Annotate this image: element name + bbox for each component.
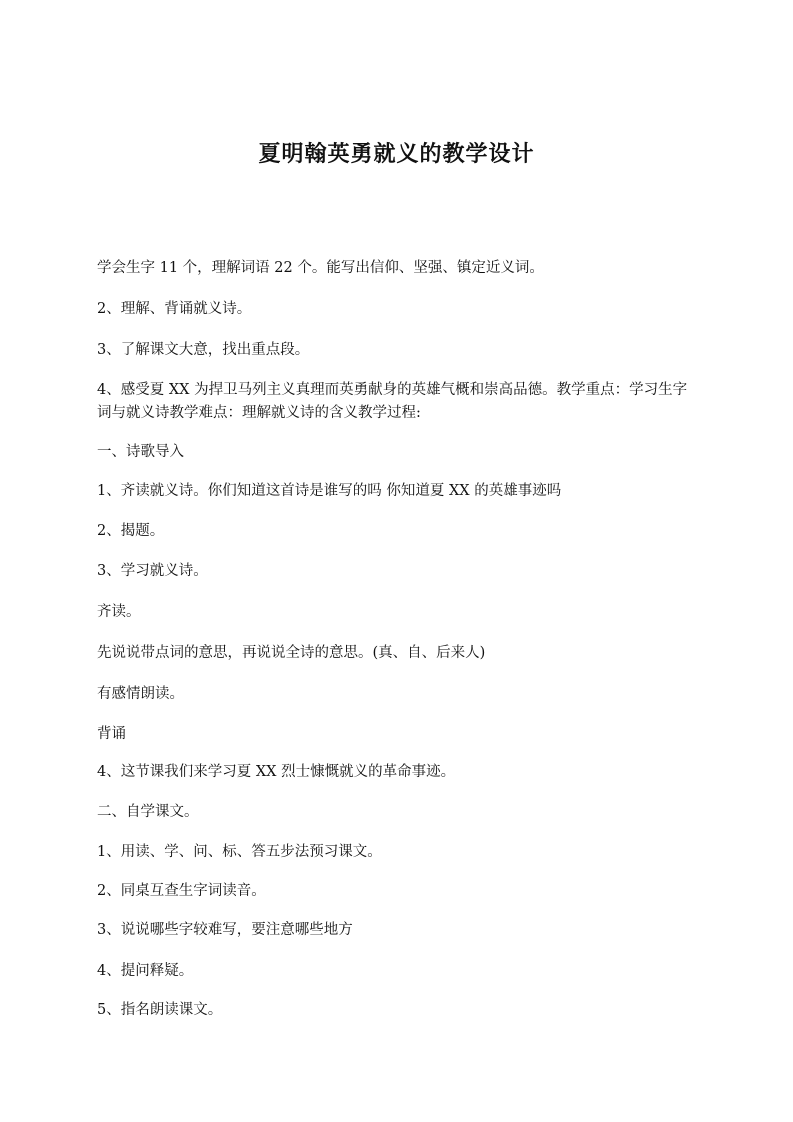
document-title: 夏明翰英勇就义的教学设计	[258, 142, 535, 167]
paragraph-learning-goal-4: 4、感受夏 XX 为捍卫马列主义真理而英勇献身的英雄气概和崇高品德。教学重点：学习生字词与就义诗教学难点：理解就义诗的含义教学过程:	[97, 382, 688, 421]
paragraph-step-3: 3、学习就义诗。	[97, 563, 208, 579]
paragraph-recite: 背诵	[97, 726, 126, 742]
paragraph-self-study-1: 1、用读、学、问、标、答五步法预习课文。	[97, 844, 382, 860]
paragraph-step-1: 1、齐读就义诗。你们知道这首诗是谁写的吗 你知道夏 XX 的英雄事迹吗	[97, 483, 562, 499]
paragraph-learning-goal-2: 2、理解、背诵就义诗。	[97, 301, 252, 317]
paragraph-read-with-emotion: 有感情朗读。	[97, 686, 184, 702]
paragraph-step-4: 4、这节课我们来学习夏 XX 烈士慷慨就义的革命事迹。	[97, 764, 456, 780]
section-heading-self-study: 二、自学课文。	[97, 804, 199, 820]
paragraph-read-together: 齐读。	[97, 604, 141, 620]
paragraph-learning-goal-3: 3、了解课文大意，找出重点段。	[97, 342, 310, 358]
paragraph-self-study-2: 2、同桌互查生字词读音。	[97, 883, 266, 899]
paragraph-learning-goal-1: 学会生字 11 个，理解词语 22 个。能写出信仰、坚强、镇定近义词。	[97, 260, 544, 276]
paragraph-self-study-3: 3、说说哪些字较难写，要注意哪些地方	[97, 922, 353, 938]
paragraph-self-study-5: 5、指名朗读课文。	[97, 1002, 223, 1018]
paragraph-step-2: 2、揭题。	[97, 523, 165, 539]
paragraph-self-study-4: 4、提问释疑。	[97, 963, 194, 979]
section-heading-poem-intro: 一、诗歌导入	[97, 444, 184, 460]
paragraph-explain-words: 先说说带点词的意思，再说说全诗的意思。(真、自、后来人)	[97, 645, 486, 661]
